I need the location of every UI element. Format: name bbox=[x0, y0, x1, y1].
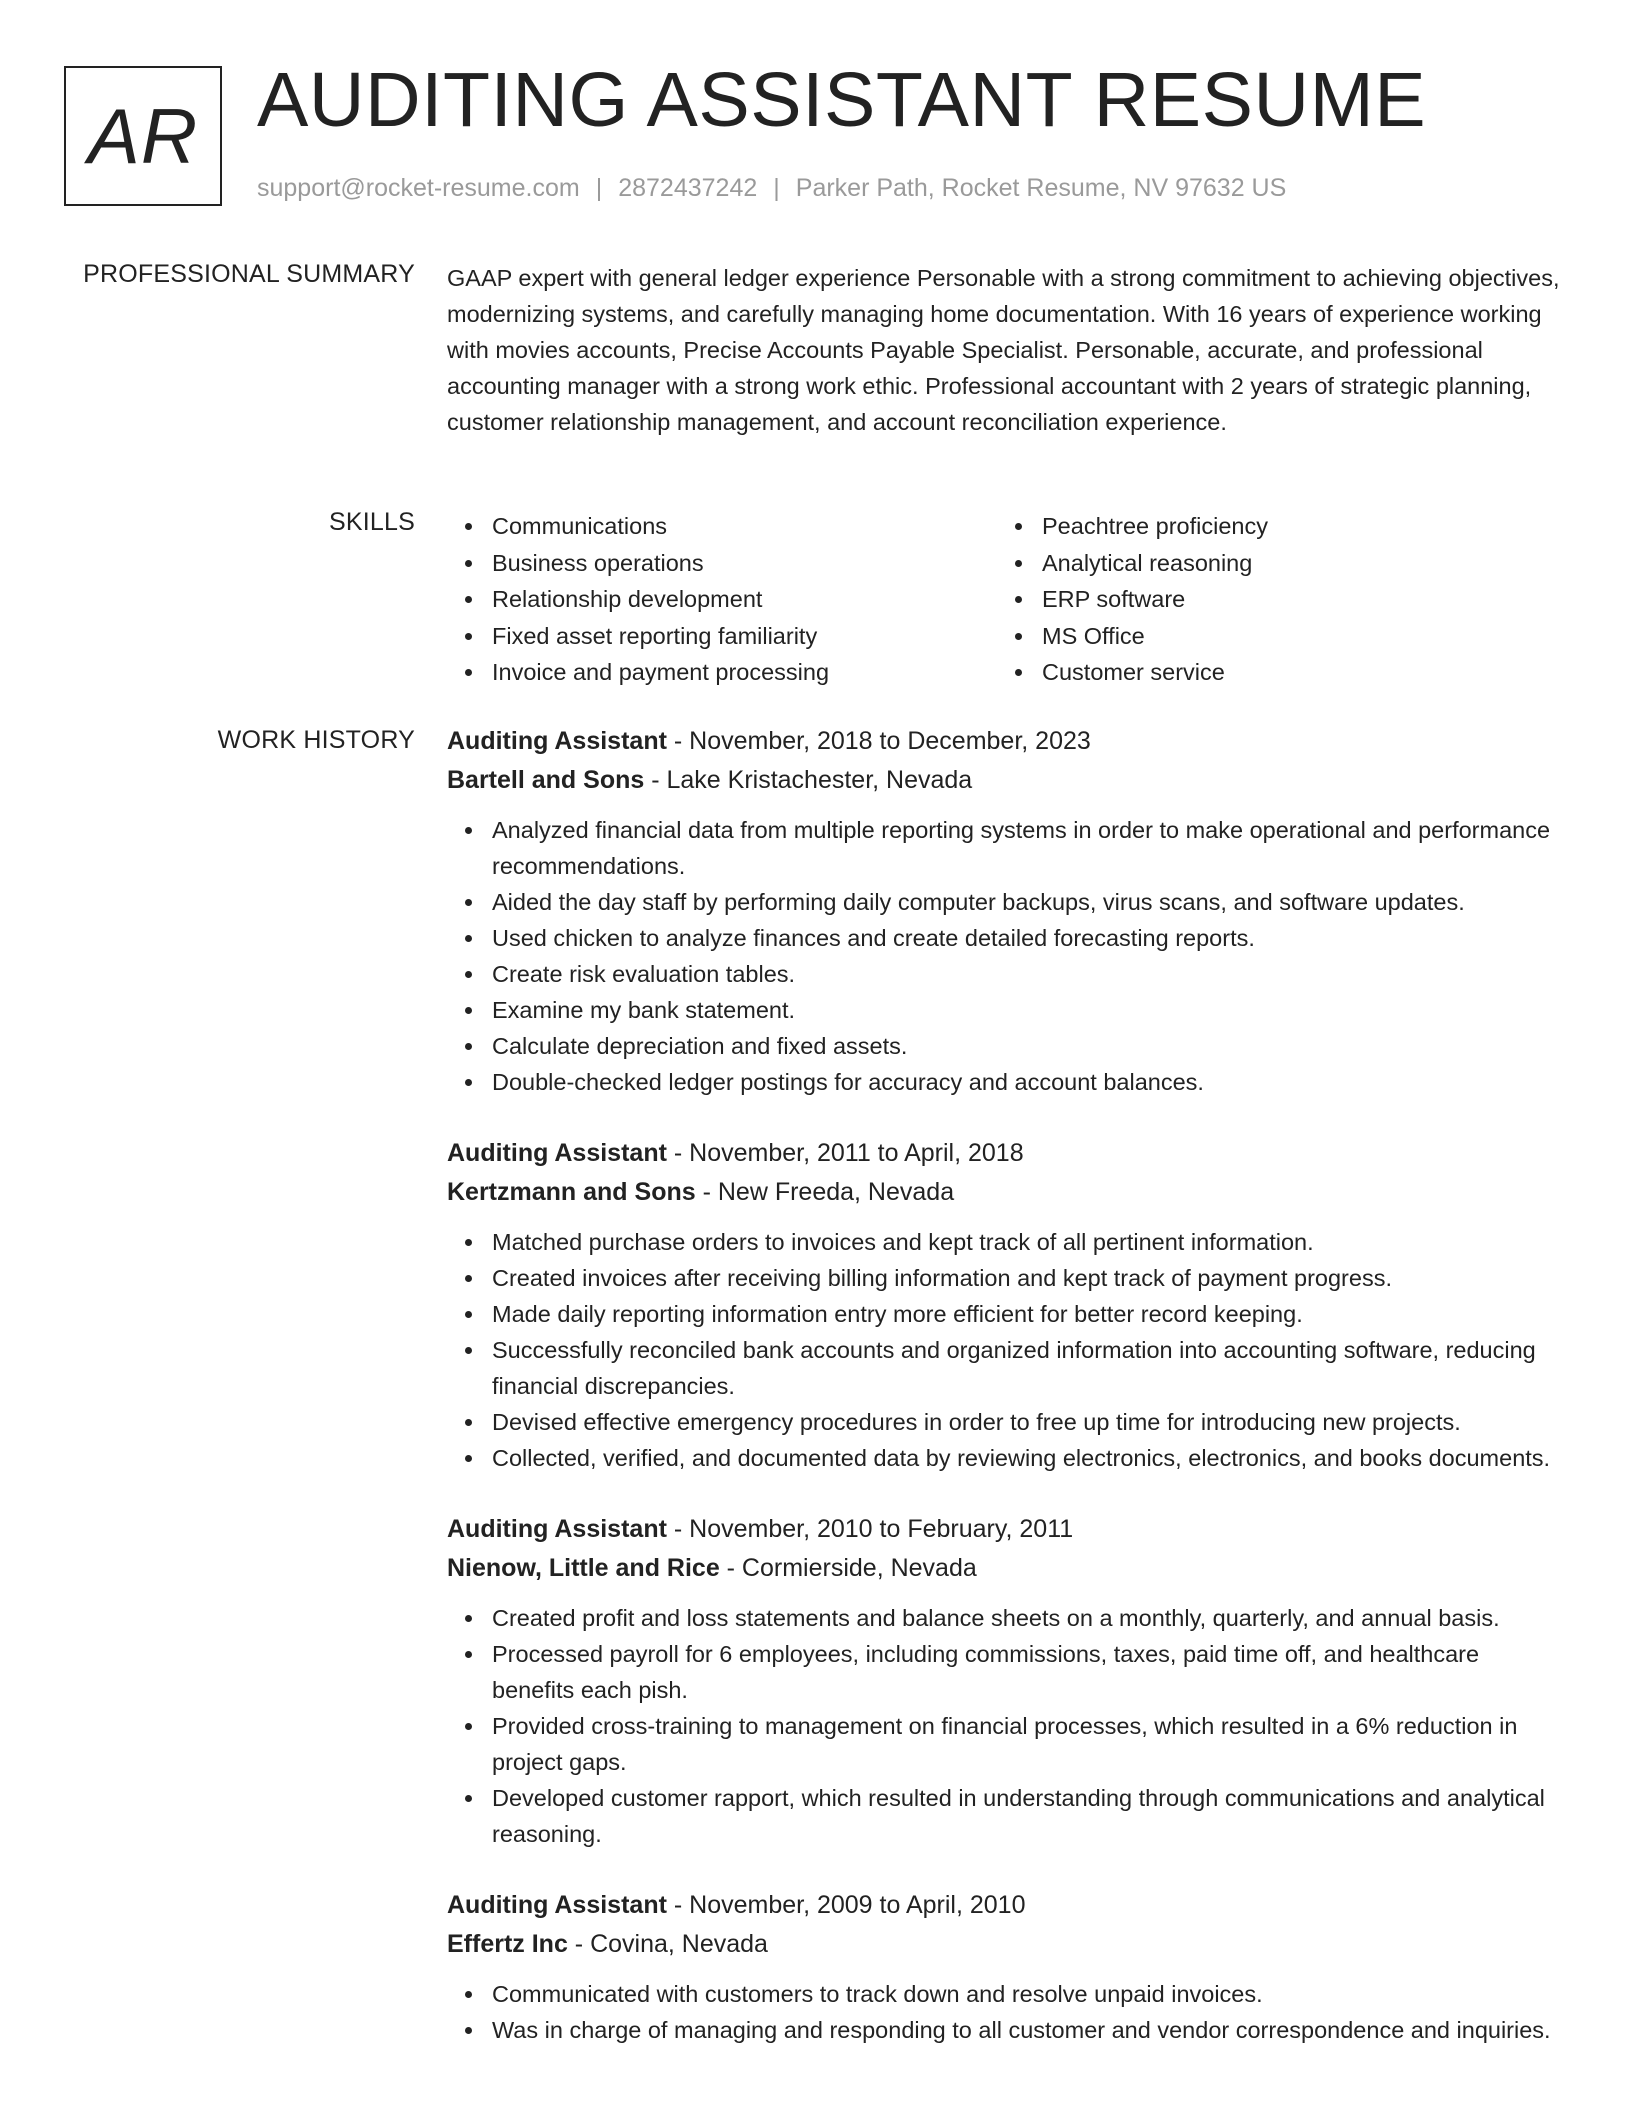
job-dates: - November, 2011 to April, 2018 bbox=[666, 1139, 1024, 1167]
skills-list-left bbox=[447, 508, 997, 691]
job-bullet: Matched purchase orders to invoices and kept track of all pertinent information. bbox=[447, 1224, 1567, 1260]
job-company-line bbox=[447, 1549, 1567, 1588]
monogram-initials: AR bbox=[87, 91, 199, 180]
job-bullet: Created profit and loss statements and balance sheets on a monthly, quarterly, and annual basis. bbox=[447, 1600, 1567, 1636]
job-bullet: Communicated with customers to track down and resolve unpaid invoices. bbox=[447, 1976, 1567, 2012]
job-bullet: Double-checked ledger postings for accuracy and account balances. bbox=[447, 1064, 1567, 1100]
contact-address: Parker Path, Rocket Resume, NV 97632 US bbox=[795, 174, 1287, 202]
job-title-line bbox=[447, 722, 1567, 761]
skill-item: Business operations bbox=[447, 545, 997, 582]
skill-item: Peachtree proficiency bbox=[997, 508, 1547, 545]
job-entry bbox=[447, 1510, 1567, 1852]
job-bullet: Processed payroll for 6 employees, including commissions, taxes, paid time off, and healthcare benefits each pish. bbox=[447, 1636, 1567, 1708]
job-title: Auditing Assistant bbox=[447, 1891, 667, 1919]
job-entry bbox=[447, 722, 1567, 1100]
job-company: Effertz Inc bbox=[447, 1930, 568, 1958]
job-entry bbox=[447, 1886, 1567, 2048]
job-location: - Cormierside, Nevada bbox=[719, 1554, 977, 1582]
skill-item: Customer service bbox=[997, 654, 1547, 691]
job-bullets bbox=[447, 1976, 1567, 2048]
skills-heading: SKILLS bbox=[329, 508, 415, 536]
job-bullet: Made daily reporting information entry more efficient for better record keeping. bbox=[447, 1296, 1567, 1332]
job-title: Auditing Assistant bbox=[447, 1515, 667, 1543]
skill-item: Fixed asset reporting familiarity bbox=[447, 618, 997, 655]
skills-list-right bbox=[997, 508, 1547, 691]
job-company-line bbox=[447, 1173, 1567, 1212]
job-bullet: Create risk evaluation tables. bbox=[447, 956, 1567, 992]
contact-phone[interactable]: 2872437242 bbox=[618, 174, 758, 202]
job-bullet: Aided the day staff by performing daily computer backups, virus scans, and software updates. bbox=[447, 884, 1567, 920]
skill-item: Communications bbox=[447, 508, 997, 545]
job-bullet: Successfully reconciled bank accounts and organized information into accounting software, reducing financial discrepancies. bbox=[447, 1332, 1567, 1404]
job-dates: - November, 2018 to December, 2023 bbox=[666, 727, 1091, 755]
job-bullet: Provided cross-training to management on financial processes, which resulted in a 6% reduction in project gaps. bbox=[447, 1708, 1567, 1780]
job-bullets bbox=[447, 1224, 1567, 1476]
job-location: - New Freeda, Nevada bbox=[695, 1178, 955, 1206]
summary-body bbox=[447, 260, 1567, 440]
job-title-line bbox=[447, 1134, 1567, 1173]
skill-item: Relationship development bbox=[447, 581, 997, 618]
contact-separator: | bbox=[595, 174, 603, 202]
monogram-box bbox=[64, 66, 222, 206]
job-bullet: Was in charge of managing and responding to all customer and vendor correspondence and inquiries. bbox=[447, 2012, 1567, 2048]
job-company: Bartell and Sons bbox=[447, 766, 645, 794]
job-bullet: Examine my bank statement. bbox=[447, 992, 1567, 1028]
job-dates: - November, 2009 to April, 2010 bbox=[666, 1891, 1026, 1919]
resume-title: AUDITING ASSISTANT RESUME bbox=[257, 57, 1427, 143]
job-company: Kertzmann and Sons bbox=[447, 1178, 696, 1206]
work-body bbox=[447, 722, 1567, 2082]
job-company-line bbox=[447, 761, 1567, 800]
job-bullet: Developed customer rapport, which resulted in understanding through communications and analytical reasoning. bbox=[447, 1780, 1567, 1852]
job-title: Auditing Assistant bbox=[447, 1139, 667, 1167]
job-bullet: Analyzed financial data from multiple reporting systems in order to make operational and performance recommendations. bbox=[447, 812, 1567, 884]
work-heading: WORK HISTORY bbox=[217, 726, 415, 754]
job-title-line bbox=[447, 1510, 1567, 1549]
job-title: Auditing Assistant bbox=[447, 727, 667, 755]
contact-line bbox=[257, 174, 1286, 203]
job-bullet: Devised effective emergency procedures in order to free up time for introducing new projects. bbox=[447, 1404, 1567, 1440]
summary-heading: PROFESSIONAL SUMMARY bbox=[83, 260, 415, 288]
job-company: Nienow, Little and Rice bbox=[447, 1554, 720, 1582]
job-bullet: Collected, verified, and documented data by reviewing electronics, electronics, and books documents. bbox=[447, 1440, 1567, 1476]
job-bullet: Used chicken to analyze finances and create detailed forecasting reports. bbox=[447, 920, 1567, 956]
skill-item: Analytical reasoning bbox=[997, 545, 1547, 582]
skill-item: Invoice and payment processing bbox=[447, 654, 997, 691]
job-bullets bbox=[447, 1600, 1567, 1852]
skills-body bbox=[447, 508, 1567, 691]
job-dates: - November, 2010 to February, 2011 bbox=[666, 1515, 1074, 1543]
job-bullet: Calculate depreciation and fixed assets. bbox=[447, 1028, 1567, 1064]
contact-separator: | bbox=[773, 174, 780, 202]
job-location: - Covina, Nevada bbox=[567, 1930, 768, 1958]
skill-item: MS Office bbox=[997, 618, 1547, 655]
summary-text: GAAP expert with general ledger experience Personable with a strong commitment to achieving objectives, modernizing systems, and carefully managing home documentation. With 16 years of experience working with movies accounts, Precise Accounts Payable Specialist. Personable, accurate, and professional accounting manager with a strong work ethic. Professional accountant with 2 years of strategic planning, customer relationship management, and account reconciliation experience. bbox=[447, 265, 1560, 435]
job-bullet: Created invoices after receiving billing information and kept track of payment progress. bbox=[447, 1260, 1567, 1296]
job-location: - Lake Kristachester, Nevada bbox=[644, 766, 973, 794]
job-title-line bbox=[447, 1886, 1567, 1925]
job-entry bbox=[447, 1134, 1567, 1476]
job-bullets bbox=[447, 812, 1567, 1100]
skill-item: ERP software bbox=[997, 581, 1547, 618]
contact-email[interactable]: support@rocket-resume.com bbox=[257, 174, 580, 202]
job-company-line bbox=[447, 1925, 1567, 1964]
